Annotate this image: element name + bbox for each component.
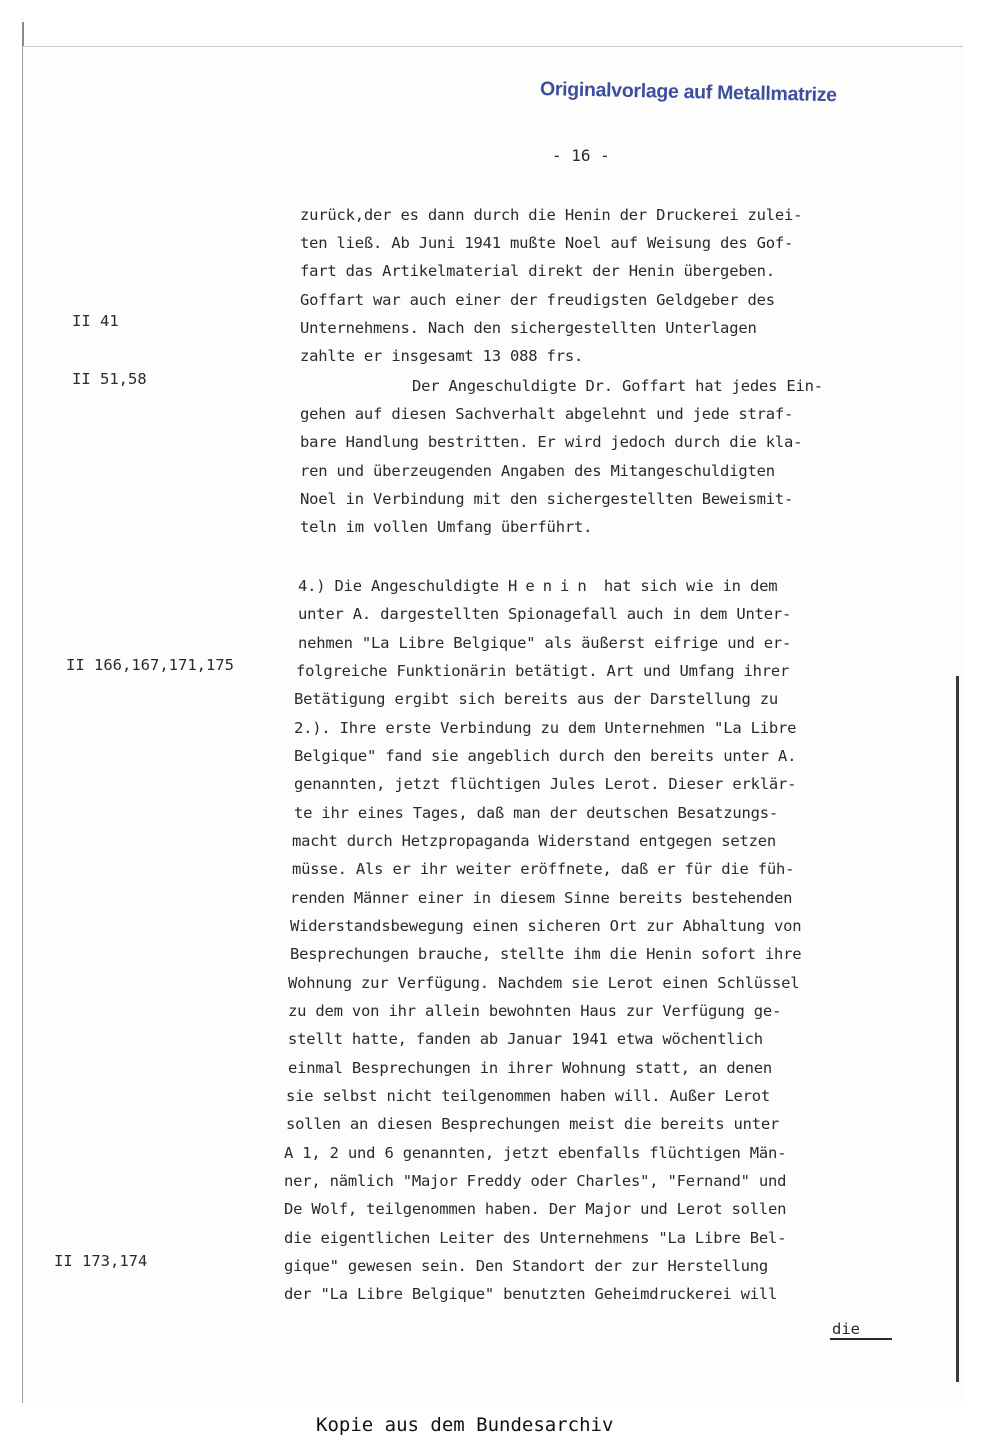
text-line: zu dem von ihr allein bewohnten Haus zur Verfügung ge- xyxy=(288,1002,782,1020)
text-line: folgreiche Funktionärin betätigt. Art und Umfang ihrer xyxy=(296,662,790,680)
margin-ref: II 51,58 xyxy=(72,370,147,388)
text-line: teln im vollen Umfang überführt. xyxy=(300,518,593,536)
text-line: sie selbst nicht teilgenommen haben will. Außer Lerot xyxy=(286,1087,770,1105)
text-line: bare Handlung bestritten. Er wird jedoch durch die kla- xyxy=(300,433,803,451)
text-line: stellt hatte, fanden ab Januar 1941 etwa wöchentlich xyxy=(288,1030,763,1048)
text-line: fart das Artikelmaterial direkt der Henin übergeben. xyxy=(300,262,775,280)
text-line: müsse. Als er ihr weiter eröffnete, daß er für die füh- xyxy=(292,860,795,878)
text-line: Der Angeschuldigte Dr. Goffart hat jedes Ein- xyxy=(412,377,823,395)
text-line: Belgique" fand sie angeblich durch den bereits unter A. xyxy=(294,747,797,765)
text-line: macht durch Hetzpropaganda Widerstand entgegen setzen xyxy=(292,832,776,850)
catchword-underline xyxy=(830,1338,892,1340)
archive-stamp: Originalvorlage auf Metallmatrize xyxy=(539,78,837,107)
text-line: Unternehmens. Nach den sichergestellten Unterlagen xyxy=(300,319,757,337)
faint-mark xyxy=(966,836,972,850)
text-line: nehmen "La Libre Belgique" als äußerst eifrige und er- xyxy=(298,634,792,652)
text-line: te ihr eines Tages, daß man der deutschen Besatzungs- xyxy=(294,804,778,822)
text-line: A 1, 2 und 6 genannten, jetzt ebenfalls flüchtigen Män- xyxy=(284,1144,787,1162)
text-line: Goffart war auch einer der freudigsten Geldgeber des xyxy=(300,291,775,309)
text-line: genannten, jetzt flüchtigen Jules Lerot. Dieser erklär- xyxy=(294,775,797,793)
margin-ref: II 173,174 xyxy=(54,1252,148,1270)
text-line: Widerstandsbewegung einen sicheren Ort zur Abhaltung von xyxy=(290,917,802,935)
text-line: zahlte er insgesamt 13 088 frs. xyxy=(300,347,584,365)
text-line: Noel in Verbindung mit den sichergestellten Beweismit- xyxy=(300,490,794,508)
text-line: ner, nämlich "Major Freddy oder Charles", "Fernand" und xyxy=(284,1172,787,1190)
text-line: unter A. dargestellten Spionagefall auch in dem Unter- xyxy=(298,605,792,623)
text-line: De Wolf, teilgenommen haben. Der Major und Lerot sollen xyxy=(284,1200,787,1218)
text-line: renden Männer einer in diesem Sinne bereits bestehenden xyxy=(290,889,793,907)
text-run: 4.) Die Angeschuldigte xyxy=(298,577,509,595)
text-line: gehen auf diesen Sachverhalt abgelehnt und jede straf- xyxy=(300,405,794,423)
archive-footer: Kopie aus dem Bundesarchiv xyxy=(316,1414,614,1436)
text-line: der "La Libre Belgique" benutzten Geheimdruckerei will xyxy=(284,1285,778,1303)
text-line: die eigentlichen Leiter des Unternehmens "La Libre Bel- xyxy=(284,1229,787,1247)
text-line: ren und überzeugenden Angaben des Mitangeschuldigten xyxy=(300,462,775,480)
text-line: zurück,der es dann durch die Henin der Druckerei zulei- xyxy=(300,206,803,224)
defendant-name: Henin xyxy=(508,577,595,595)
margin-ref: II 41 xyxy=(72,312,119,330)
text-line: einmal Besprechungen in ihrer Wohnung statt, an denen xyxy=(288,1059,772,1077)
text-line: Besprechungen brauche, stellte ihm die Henin sofort ihre xyxy=(290,945,802,963)
catchword: die xyxy=(832,1320,860,1338)
text-line: gique" gewesen sein. Den Standort der zur Herstellung xyxy=(284,1257,768,1275)
page-edge-right xyxy=(956,676,959,1382)
text-line: ten ließ. Ab Juni 1941 mußte Noel auf Weisung des Gof- xyxy=(300,234,794,252)
text-run: hat sich wie in dem xyxy=(594,577,778,595)
margin-ref: II 166,167,171,175 xyxy=(66,656,234,674)
text-line: 2.). Ihre erste Verbindung zu dem Unternehmen "La Libre xyxy=(294,719,797,737)
text-line xyxy=(298,577,777,595)
page-number: - 16 - xyxy=(552,146,610,165)
text-line: Betätigung ergibt sich bereits aus der Darstellung zu xyxy=(294,690,778,708)
text-line: sollen an diesen Besprechungen meist die bereits unter xyxy=(286,1115,780,1133)
text-line: Wohnung zur Verfügung. Nachdem sie Lerot einen Schlüssel xyxy=(288,974,800,992)
